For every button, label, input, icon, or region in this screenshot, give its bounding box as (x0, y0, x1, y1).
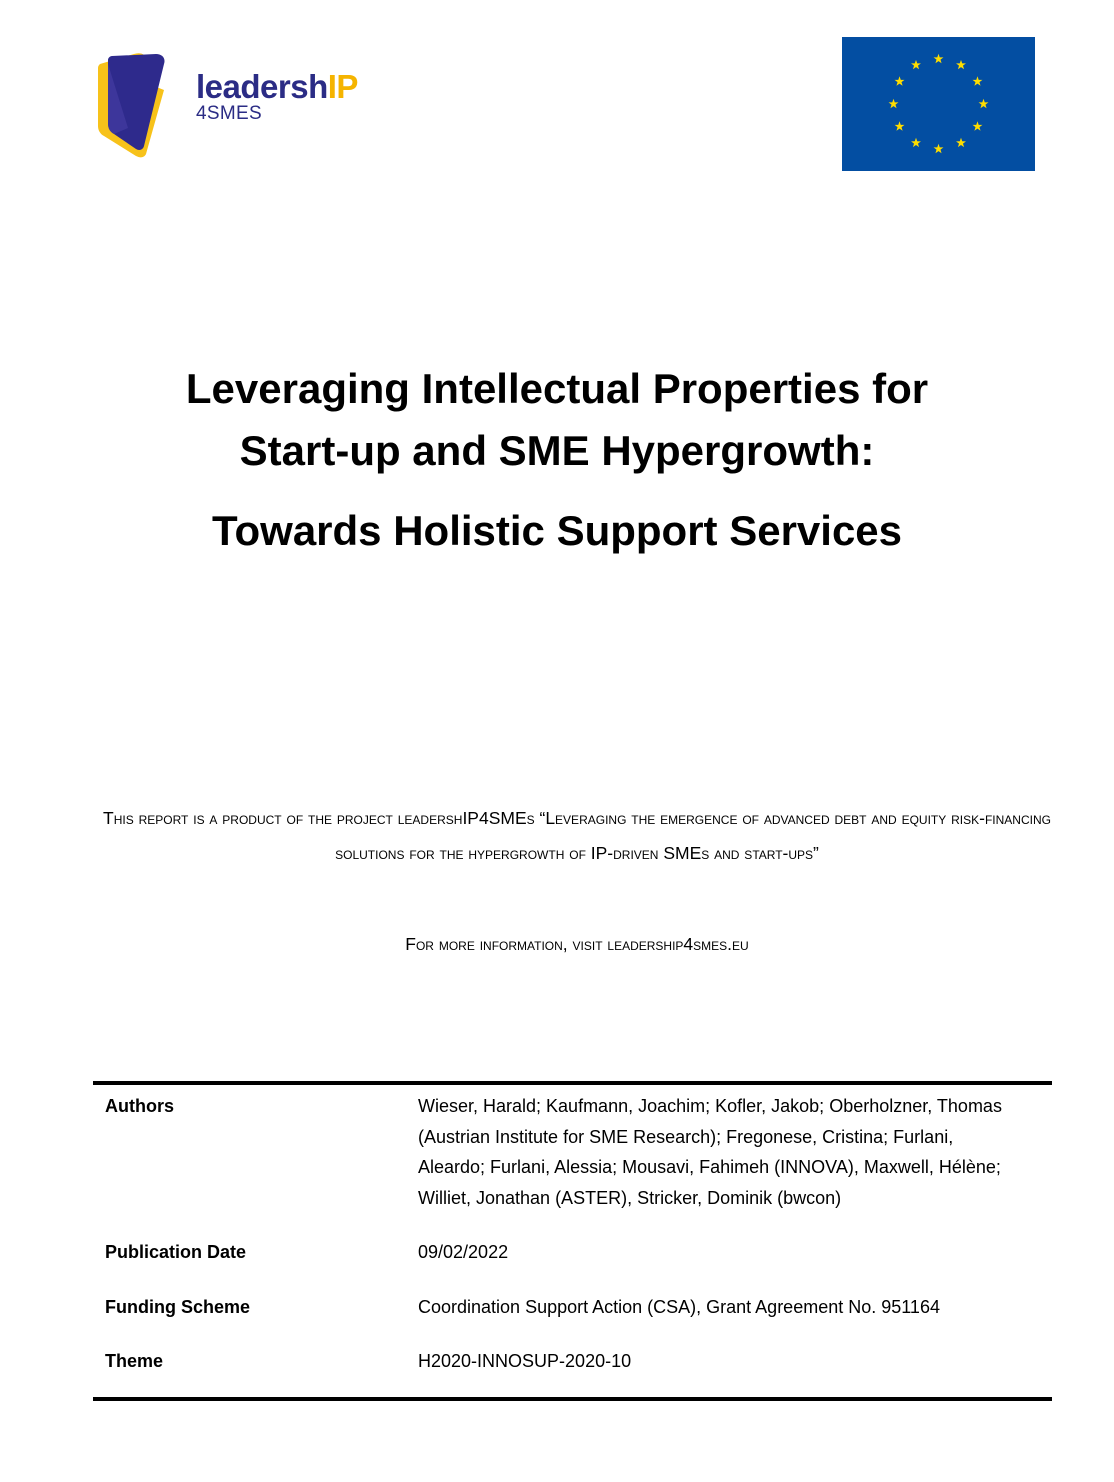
project-logo (96, 50, 396, 162)
eu-flag-icon (842, 37, 1035, 171)
meta-row-publication-date (93, 1237, 1052, 1268)
more-info-line: For more information, visit leadership4smes.eu (405, 934, 749, 954)
title-line-2: Start-up and SME Hypergrowth: (239, 427, 875, 474)
meta-value: Wieser, Harald; Kaufmann, Joachim; Kofler, Jakob; Oberholzner, Thomas (Austrian Institute for SME Research); Fregonese, Cristina; Furlani, Aleardo; Furlani, Alessia; Mousavi, Fahimeh (INNOVA), Maxwell, Hélène; Williet, Jonathan (ASTER), Stricker, Dominik (bwcon) (418, 1096, 1002, 1208)
document-subtitle: Towards Holistic Support Services (211, 507, 903, 554)
meta-value: Coordination Support Action (CSA), Grant Agreement No. 951164 (418, 1296, 940, 1317)
document-title (0, 358, 1114, 562)
logo-wordmark-line2: 4SMES (196, 103, 262, 124)
meta-value: H2020-INNOSUP-2020-10 (418, 1351, 632, 1371)
meta-label: Authors (105, 1096, 174, 1116)
meta-row-theme (93, 1346, 1052, 1377)
leadership-logo-mark-icon (96, 50, 168, 158)
logo-wordmark-line1 (196, 70, 358, 103)
logo-wordmark (196, 70, 358, 123)
logo-wordmark-main: leadersh (196, 68, 328, 105)
meta-value: 09/02/2022 (418, 1242, 509, 1262)
project-statement: This report is a product of the project leadershIP4SMEs “Leveraging the emergence of advanced debt and equity risk-financing solutions for the hypergrowth of IP-driven SMEs and start-ups” (103, 808, 1051, 863)
meta-label: Publication Date (105, 1242, 247, 1262)
document-metadata-table (93, 1081, 1052, 1401)
meta-label: Theme (105, 1351, 164, 1371)
logo-wordmark-accent: IP (327, 68, 358, 105)
meta-row-authors (93, 1091, 1052, 1213)
meta-label: Funding Scheme (105, 1296, 251, 1317)
meta-row-funding-scheme (93, 1292, 1052, 1323)
title-line-1: Leveraging Intellectual Properties for (185, 365, 929, 412)
